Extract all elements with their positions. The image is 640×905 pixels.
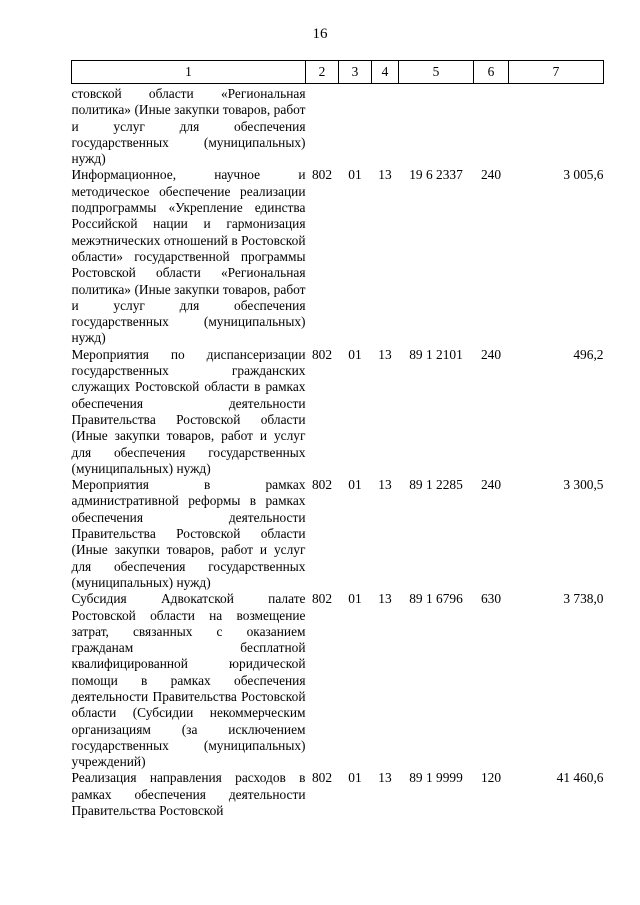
table-row — [72, 591, 604, 770]
subsection-code: 13 — [378, 591, 392, 607]
amount: 3 300,5 — [563, 477, 604, 493]
page-number: 16 — [312, 26, 328, 42]
section-code — [339, 84, 372, 168]
column-header-6: 6 — [474, 61, 509, 84]
amount: 496,2 — [573, 346, 604, 362]
table-row — [72, 347, 604, 477]
column-header-1: 1 — [72, 61, 306, 84]
subsection-code: 13 — [378, 167, 392, 183]
column-header-2: 2 — [306, 61, 339, 84]
expense-type-code: 240 — [480, 477, 502, 493]
subsection-code: 13 — [378, 770, 392, 786]
column-header-3: 3 — [339, 61, 372, 84]
amount — [509, 84, 604, 168]
ministry-code — [306, 84, 339, 168]
target-article-code: 19 6 2337 — [409, 167, 463, 183]
row-description: Субсидия Адвокатской палате Ростовской области на возмещение затрат, связанных с оказанием гражданам бесплатной квалифицированной юридической помощи в рамках обеспечения деятельности Правительства Ростовской области (Субсидии некоммерческим организациям (за исключением государственных (муниципальных) учреждений) — [71, 591, 306, 770]
table-row — [72, 477, 604, 591]
ministry-code: 802 — [311, 167, 333, 183]
row-description: Информационное, научное и методическое обеспечение реализации подпрограммы «Укрепление единства Российской нации и гармонизация межэтнических отношений в Ростовской области» государственной программы Ростовской области «Региональная политика» (Иные закупки товаров, работ и услуг для обеспечения государственных (муниципальных) нужд) — [71, 167, 306, 346]
target-article-code — [399, 84, 474, 168]
subsection-code: 13 — [378, 477, 392, 493]
section-code: 01 — [348, 346, 362, 362]
table-row — [72, 84, 604, 168]
row-description: Мероприятия по диспансеризации государственных гражданских служащих Ростовской области в рамках обеспечения деятельности Правительства Ростовской области (Иные закупки товаров, работ и услуг для обеспечения государственных (муниципальных) нужд) — [71, 346, 306, 476]
subsection-code — [372, 84, 399, 168]
column-header-5: 5 — [399, 61, 474, 84]
ministry-code: 802 — [311, 770, 333, 786]
section-code: 01 — [348, 591, 362, 607]
expense-type-code: 630 — [480, 591, 502, 607]
section-code: 01 — [348, 770, 362, 786]
expense-type-code: 240 — [480, 167, 502, 183]
section-code: 01 — [348, 167, 362, 183]
expense-type-code: 240 — [480, 346, 502, 362]
target-article-code: 89 1 6796 — [409, 591, 463, 607]
budget-table — [71, 60, 604, 819]
target-article-code: 89 1 9999 — [409, 770, 463, 786]
row-description: Мероприятия в рамках административной реформы в рамках обеспечения деятельности Правительства Ростовской области (Иные закупки товаров, работ и услуг для обеспечения государственных (муниципальных) нужд) — [71, 477, 306, 590]
amount: 3 738,0 — [563, 591, 604, 607]
ministry-code: 802 — [311, 591, 333, 607]
expense-type-code: 120 — [480, 770, 502, 786]
amount: 3 005,6 — [563, 167, 604, 183]
column-header-4: 4 — [372, 61, 399, 84]
table-row — [72, 770, 604, 819]
amount: 41 460,6 — [556, 770, 604, 786]
ministry-code: 802 — [311, 346, 333, 362]
row-description: Реализация направления расходов в рамках обеспечения деятельности Правительства Ростовской — [71, 770, 306, 819]
expense-type-code — [474, 84, 509, 168]
target-article-code: 89 1 2101 — [409, 346, 463, 362]
subsection-code: 13 — [378, 346, 392, 362]
column-header-7: 7 — [509, 61, 604, 84]
section-code: 01 — [348, 477, 362, 493]
ministry-code: 802 — [311, 477, 333, 493]
header-row — [72, 61, 604, 84]
table-row — [72, 167, 604, 346]
target-article-code: 89 1 2285 — [409, 477, 463, 493]
row-description: стовской области «Региональная политика» (Иные закупки товаров, работ и услуг для обеспечения государственных (муниципальных) нужд) — [71, 86, 306, 167]
